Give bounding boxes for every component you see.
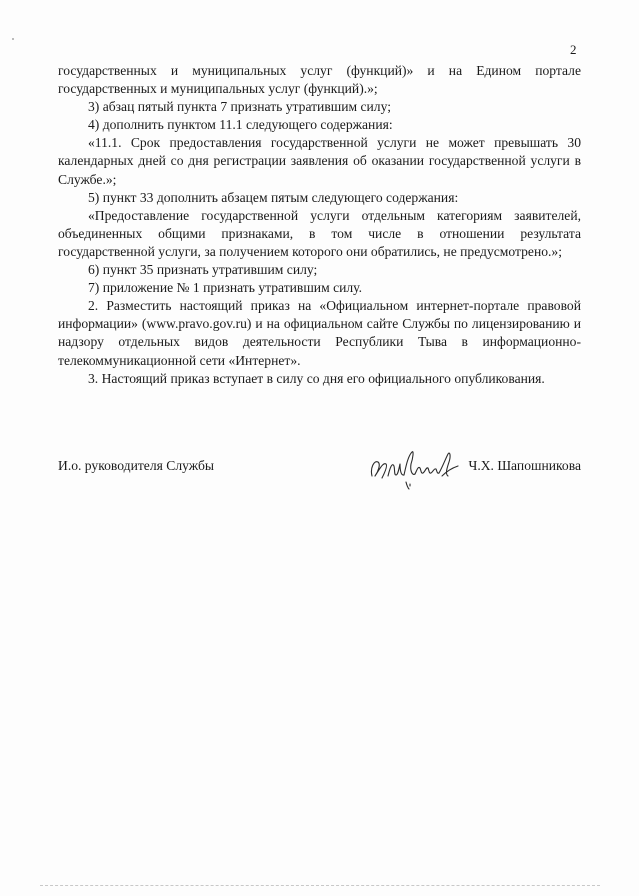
paragraph-item-3: 3) абзац пятый пункта 7 признать утратившим силу; [88, 99, 391, 115]
paragraph-section-2: 2. Разместить настоящий приказ на «Официальном интернет-портале правовой информации» (www.pravo.gov.ru) и на официальном сайте Службы по лицензированию и надзору отдельных видов деятельности Республики Тыва в информационно-телекоммуникационной сети «Интернет». [58, 298, 581, 368]
signatory-title: И.о. руководителя Службы [58, 458, 214, 473]
signature-block [58, 456, 581, 486]
scan-footer-rule [40, 885, 600, 886]
paragraph-continuation: государственных и муниципальных услуг (функций)» и на Едином портале государственных и муниципальных услуг (функций).»; [58, 63, 581, 97]
paragraph-section-3: 3. Настоящий приказ вступает в силу со дня его официального опубликования. [88, 370, 545, 386]
paragraph-item-4: 4) дополнить пунктом 11.1 следующего содержания: [88, 117, 393, 133]
signatory-name: Ч.Х. Шапошникова [468, 458, 581, 473]
page-number: 2 [570, 42, 577, 57]
document-body [58, 62, 581, 388]
paragraph-item-6: 6) пункт 35 признать утратившим силу; [88, 262, 318, 278]
paragraph-item-7: 7) приложение № 1 признать утратившим силу. [88, 280, 362, 296]
paragraph-quote-11-1: «11.1. Срок предоставления государственной услуги не может превышать 30 календарных дней со дня регистрации заявления об оказании государственной услуги в Службе.»; [58, 135, 581, 187]
handwritten-signature [366, 442, 476, 492]
paragraph-item-5: 5) пункт 33 дополнить абзацем пятым следующего содержания: [88, 189, 459, 205]
paragraph-quote-provision: «Предоставление государственной услуги отдельным категориям заявителей, объединенных общими признаками, в том числе в отношении результата государственной услуги, за получением которого они обратились, не предусмотрено.»; [58, 207, 581, 259]
scan-speck [12, 38, 14, 40]
